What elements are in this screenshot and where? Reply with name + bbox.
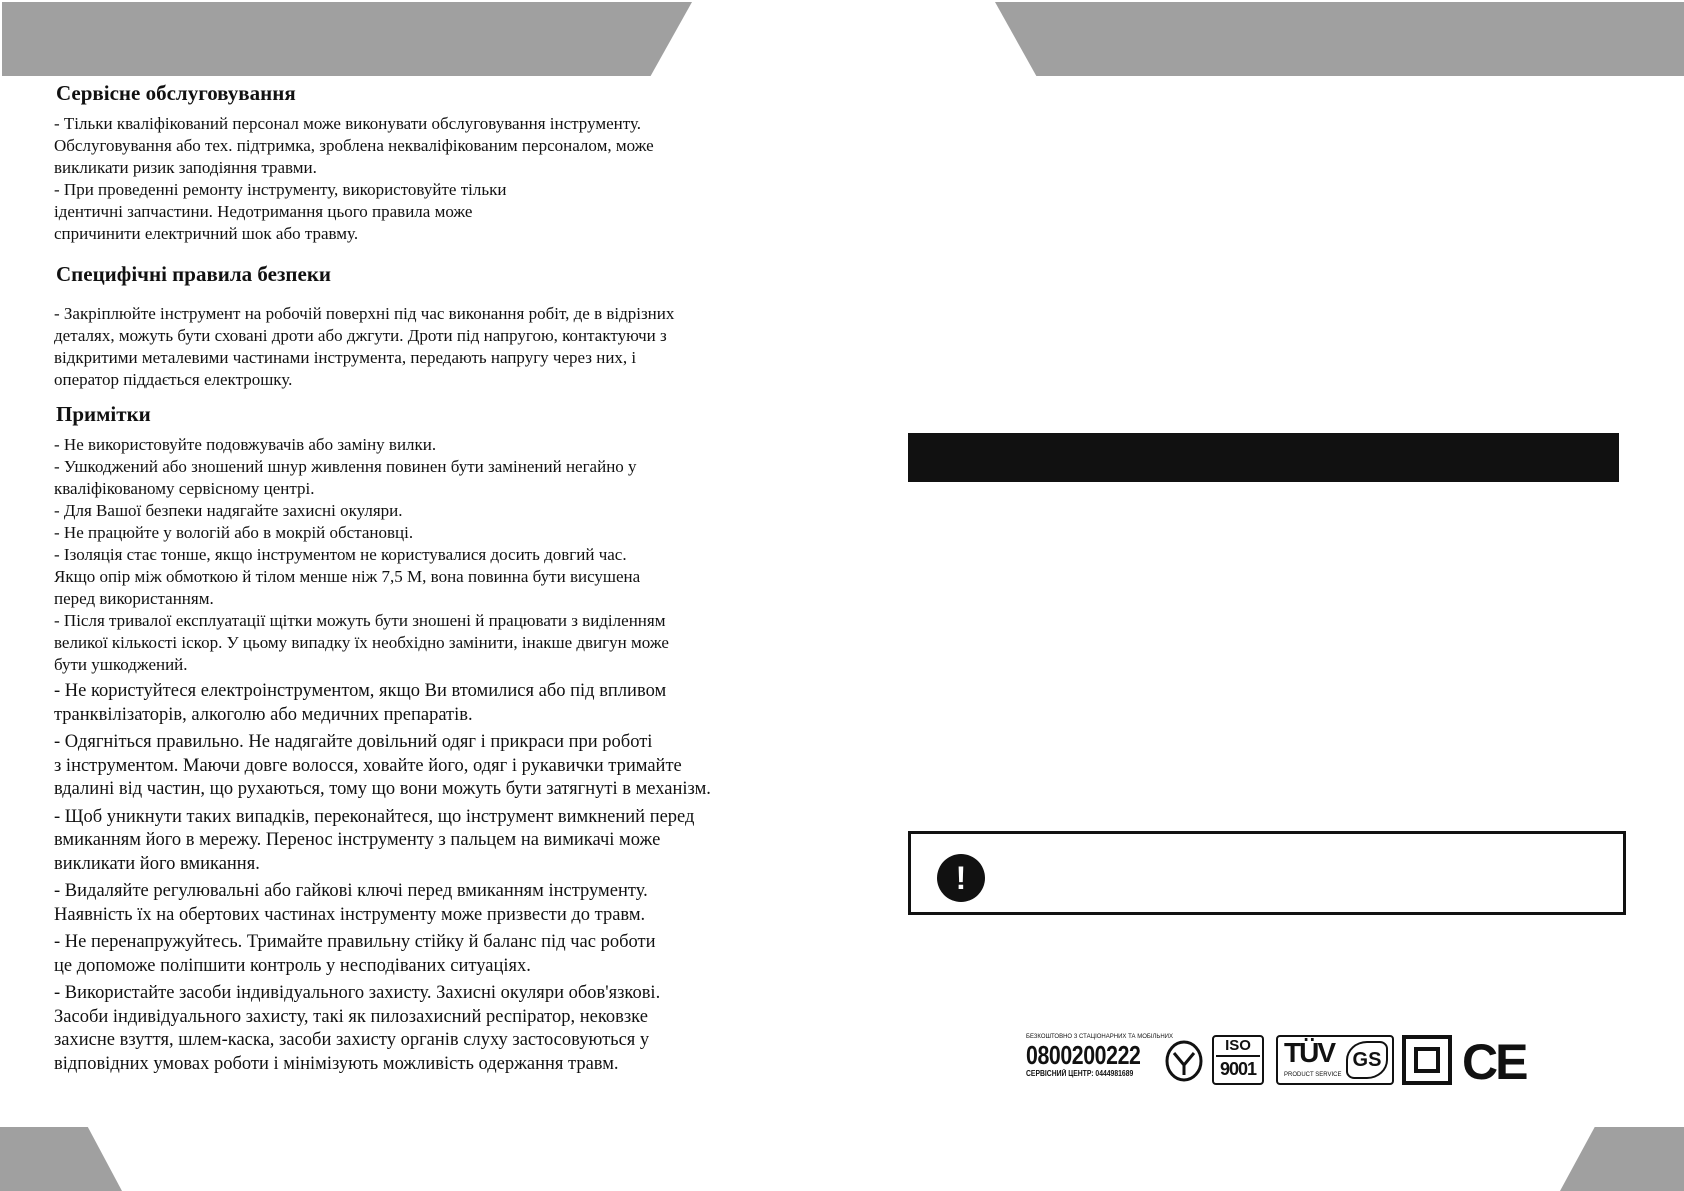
bullet-item <box>54 456 814 500</box>
left-column-text <box>54 80 814 1086</box>
bullet-line: ідентичні запчастини. Недотримання цього правила може <box>54 202 473 221</box>
bullet-line: Якщо опір між обмоткою й тілом менше ніж 7,5 М, вона повинна бути висушена <box>54 567 641 586</box>
top-left-band <box>2 2 692 76</box>
bullet-line: відкритими металевими частинами інструмента, передають напругу через них, і <box>54 348 637 367</box>
bullet-item <box>54 806 814 877</box>
bullet-item <box>54 434 814 456</box>
ce-mark-text: CE <box>1462 1037 1526 1085</box>
bullet-line: - Не використовуйте подовжувачів або заміну вилки. <box>54 435 437 454</box>
tuv-subtitle: PRODUCT SERVICE <box>1284 1072 1342 1078</box>
bullet-item <box>54 544 814 610</box>
bullet-line: Наявність їх на обертових частинах інструменту може призвести до травм. <box>54 904 646 925</box>
bullet-item <box>54 500 814 522</box>
bullet-line: Засоби індивідуального захисту, такі як пилозахисний респіратор, нековзке <box>54 1006 648 1027</box>
bullet-line: оператор піддається електрошку. <box>54 370 293 389</box>
bullet-list <box>54 434 814 1076</box>
bullet-line: - Ушкоджений або зношений шнур живлення повинен бути замінений негайно у <box>54 457 637 476</box>
bullet-line: - Після тривалої експлуатації щітки можуть бути зношені й працювати з виділенням <box>54 611 666 630</box>
iso-label: ISO <box>1216 1037 1260 1057</box>
bottom-left-band <box>0 1127 122 1191</box>
section-heading: Специфічні правила безпеки <box>56 262 332 286</box>
bullet-line: викликати ризик заподіяння травми. <box>54 158 317 177</box>
ukrsepro-mark-icon <box>1164 1039 1204 1083</box>
iso-number: 9001 <box>1219 1059 1257 1079</box>
bullet-line: - Не перенапружуйтесь. Тримайте правильну стійку й баланс під час роботи <box>54 932 656 952</box>
bullet-line: - Використайте засоби індивідуального захисту. Захисні окуляри обов'язкові. <box>54 983 661 1003</box>
hotline-block <box>1026 1033 1173 1089</box>
section-heading: Сервісне обслуговування <box>56 81 296 105</box>
bullet-item <box>54 610 814 676</box>
bullet-item <box>54 982 814 1076</box>
bullet-line: бути ушкоджений. <box>54 655 188 674</box>
hotline-caption-bottom: СЕРВІСНИЙ ЦЕНТР: 0444981689 <box>1026 1069 1134 1078</box>
bullet-line: - Одягніться правильно. Не надягайте довільний одяг і прикраси при роботі <box>54 732 653 752</box>
bullet-line: з інструментом. Маючи довге волосся, ховайте його, одяг і рукавички тримайте <box>54 755 682 776</box>
bullet-item <box>54 522 814 544</box>
iso-9001-mark <box>1212 1035 1264 1085</box>
bullet-line: спричинити електричний шок або травму. <box>54 224 359 243</box>
bullet-item <box>54 680 814 727</box>
bullet-line: деталях, можуть бути сховані дроти або джгути. Дроти під напругою, контактуючи з <box>54 326 667 345</box>
bullet-list <box>54 303 814 391</box>
bullet-item <box>54 731 814 802</box>
hotline-number: 0800200222 <box>1026 1040 1141 1070</box>
bullet-line: - Тільки кваліфікований персонал може виконувати обслуговування інструменту. <box>54 114 642 133</box>
bullet-line: це допоможе поліпшити контроль у несподіваних ситуаціях. <box>54 955 531 976</box>
bullet-list <box>54 113 814 245</box>
tuv-label: TÜV <box>1284 1037 1334 1068</box>
bullet-item <box>54 113 814 179</box>
bullet-line: - При проведенні ремонту інструменту, використовуйте тільки <box>54 180 507 199</box>
section-2 <box>54 401 814 1076</box>
bullet-line: - Щоб уникнути таких випадків, переконайтеся, що інструмент вимкнений перед <box>54 806 695 827</box>
top-right-band <box>995 2 1684 76</box>
section-heading: Примітки <box>56 402 151 426</box>
bullet-line: вдалині від частин, що рухаються, тому що вони можуть бути затягнуті в механізм. <box>54 779 711 799</box>
section-1 <box>54 261 814 391</box>
bottom-right-band <box>1560 1127 1684 1191</box>
black-title-bar <box>908 433 1619 482</box>
certification-row <box>1026 1033 1526 1089</box>
bullet-line: - Ізоляція стає тонше, якщо інструментом не користувалися досить довгий час. <box>54 545 627 564</box>
hotline-caption-top: БЕЗКОШТОВНО З СТАЦІОНАРНИХ ТА МОБІЛЬНИХ <box>1026 1034 1173 1040</box>
warning-box <box>908 831 1626 915</box>
tuv-gs-mark <box>1276 1035 1394 1085</box>
bullet-line: Обслуговування або тех. підтримка, зроблена некваліфікованим персоналом, може <box>54 136 654 155</box>
bullet-item <box>54 931 814 978</box>
bullet-line: транквілізаторів, алкоголю або медичних препаратів. <box>54 704 473 725</box>
bullet-line: - Для Вашої безпеки надягайте захисні окуляри. <box>54 501 403 520</box>
section-0 <box>54 80 814 245</box>
bullet-item <box>54 880 814 927</box>
bullet-line: захисне взуття, шлем-каска, засоби захисту органів слуху застосовуються у <box>54 1030 650 1050</box>
bullet-line: - Закріплюйте інструмент на робочій поверхні під час виконання робіт, де в відрізних <box>54 304 675 323</box>
bullet-line: - Видаляйте регулювальні або гайкові ключі перед вмиканням інструменту. <box>54 881 648 901</box>
bullet-line: - Не працюйте у вологій або в мокрій обстановці. <box>54 523 414 542</box>
ce-mark-icon <box>1462 1037 1528 1085</box>
double-insulation-inner-square <box>1414 1047 1440 1073</box>
bullet-line: вмиканням його в мережу. Перенос інструменту з пальцем на вимикачі може <box>54 830 661 850</box>
bullet-line: кваліфікованому сервісному центрі. <box>54 479 315 498</box>
bullet-line: відповідних умовах роботи і мінімізують можливість одержання травм. <box>54 1053 619 1074</box>
bullet-line: - Не користуйтеся електроінструментом, якщо Ви втомилися або під впливом <box>54 681 667 701</box>
bullet-item <box>54 179 814 245</box>
gs-mark-icon: GS <box>1346 1041 1388 1079</box>
bullet-item <box>54 303 814 391</box>
bullet-line: великої кількості іскор. У цьому випадку їх необхідно замінити, інакше двигун може <box>54 633 669 652</box>
bullet-line: перед використанням. <box>54 589 214 608</box>
exclamation-circle-icon: ! <box>937 854 985 902</box>
bullet-line: викликати його вмикання. <box>54 853 260 874</box>
double-insulation-icon <box>1402 1035 1452 1085</box>
